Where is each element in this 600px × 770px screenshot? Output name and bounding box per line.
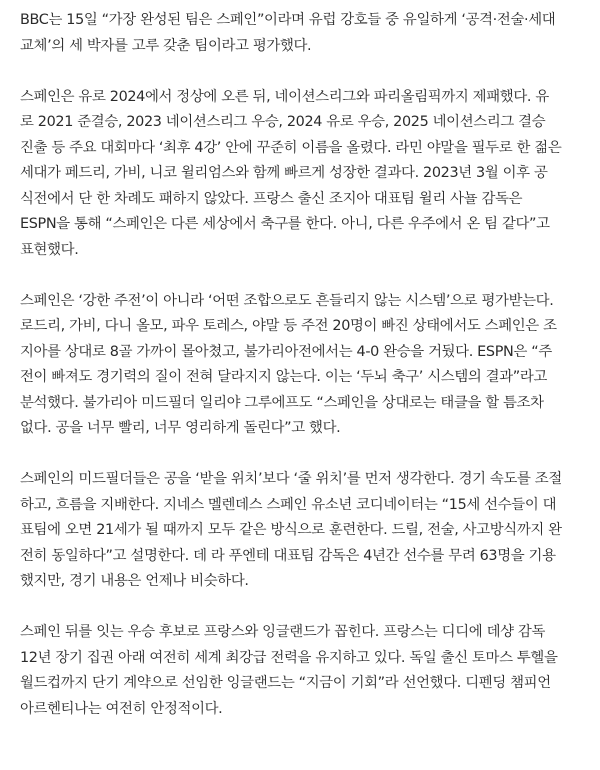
paragraph-2 xyxy=(20,85,595,264)
paragraph-4 xyxy=(20,467,595,595)
text-line: 스페인의 미드필더들은 공을 ‘받을 위치’보다 ‘줄 위치’를 먼저 생각한다. 경기 속도를 조절 xyxy=(20,471,562,487)
text-line: 지아를 상대로 8골 가까이 몰아쳤고, 불가리아전에서는 4-0 완승을 거뒀다. ESPN은 “주 xyxy=(20,343,552,360)
text-line: 없다. 공을 너무 빨리, 너무 영리하게 돌린다”고 했다. xyxy=(20,420,341,436)
text-line: BBC는 15일 “가장 완성된 팀은 스페인”이라며 유럽 강호들 중 유일하게 ‘공격·전술·세대 xyxy=(20,12,556,28)
text-line: 하고, 흐름을 지배한다. 지네스 멜렌데스 스페인 유소년 코디네이터는 “15세 선수들이 대 xyxy=(20,496,557,513)
text-line: 전히 동일하다”고 설명한다. 데 라 푸엔테 대표팀 감독은 4년간 선수를 무려 63명을 기용 xyxy=(20,547,556,564)
text-line: 스페인은 ‘강한 주전’이 아니라 ‘어떤 조합으로도 흔들리지 않는 시스템’으로 평가받는다. xyxy=(20,292,554,309)
article-body xyxy=(20,8,595,748)
text-line: 스페인 뒤를 잇는 우승 후보로 프랑스와 잉글랜드가 꼽힌다. 프랑스는 디디에 데샹 감독 xyxy=(20,624,545,640)
paragraph-3 xyxy=(20,289,595,442)
text-line: 교체’의 세 박자를 고루 갖춘 팀이라고 평가했다. xyxy=(20,37,312,54)
paragraph-1 xyxy=(20,8,595,59)
text-line: 표팀에 오면 21세가 될 때까지 모두 같은 방식으로 훈련한다. 드릴, 전술, 사고방식까지 완 xyxy=(20,522,562,538)
text-line: 표현했다. xyxy=(20,241,79,258)
text-line: 식전에서 단 한 차례도 패하지 않았다. 프랑스 출신 조지아 대표팀 윌리 사뇰 감독은 xyxy=(20,190,523,207)
text-line: 로 2021 준결승, 2023 네이션스리그 우승, 2024 유로 우승, 2025 네이션스리그 결승 xyxy=(20,114,546,130)
text-line: 세대가 페드리, 가비, 니코 윌리엄스와 함께 빠르게 성장한 결과다. 2023년 3월 이후 공 xyxy=(20,165,548,181)
text-line: 월드컵까지 단기 계약으로 선임한 잉글랜드는 “지금이 기회”라 선언했다. 디펜딩 챔피언 xyxy=(20,675,551,691)
text-line: 스페인은 유로 2024에서 정상에 오른 뒤, 네이션스리그와 파리올림픽까지 제패했다. 유 xyxy=(20,88,549,105)
text-line: 아르헨티나는 여전히 안정적이다. xyxy=(20,700,223,717)
paragraph-5 xyxy=(20,620,595,722)
text-line: ESPN을 통해 “스페인은 다른 세상에서 축구를 한다. 아니, 다른 우주에서 온 팀 같다”고 xyxy=(20,216,550,232)
text-line: 로드리, 가비, 다니 올모, 파우 토레스, 야말 등 주전 20명이 빠진 상태에서도 스페인은 조 xyxy=(20,318,557,334)
text-line: 12년 장기 집권 아래 여전히 세계 최강급 전력을 유지하고 있다. 독일 출신 토마스 투헬을 xyxy=(20,649,558,666)
text-line: 진출 등 주요 대회마다 ‘최후 4강’ 안에 꾸준히 이름을 올렸다. 라민 야말을 필두로 한 젊은 xyxy=(20,139,562,156)
text-line: 전이 빠져도 경기력의 질이 전혀 달라지지 않는다. 이는 ‘두뇌 축구’ 시스템의 결과”라고 xyxy=(20,369,547,385)
text-line: 분석했다. 불가리아 미드필더 일리야 그루에프도 “스페인을 상대로는 태클을 할 틈조차 xyxy=(20,394,544,411)
text-line: 했지만, 경기 내용은 언제나 비슷하다. xyxy=(20,573,249,589)
